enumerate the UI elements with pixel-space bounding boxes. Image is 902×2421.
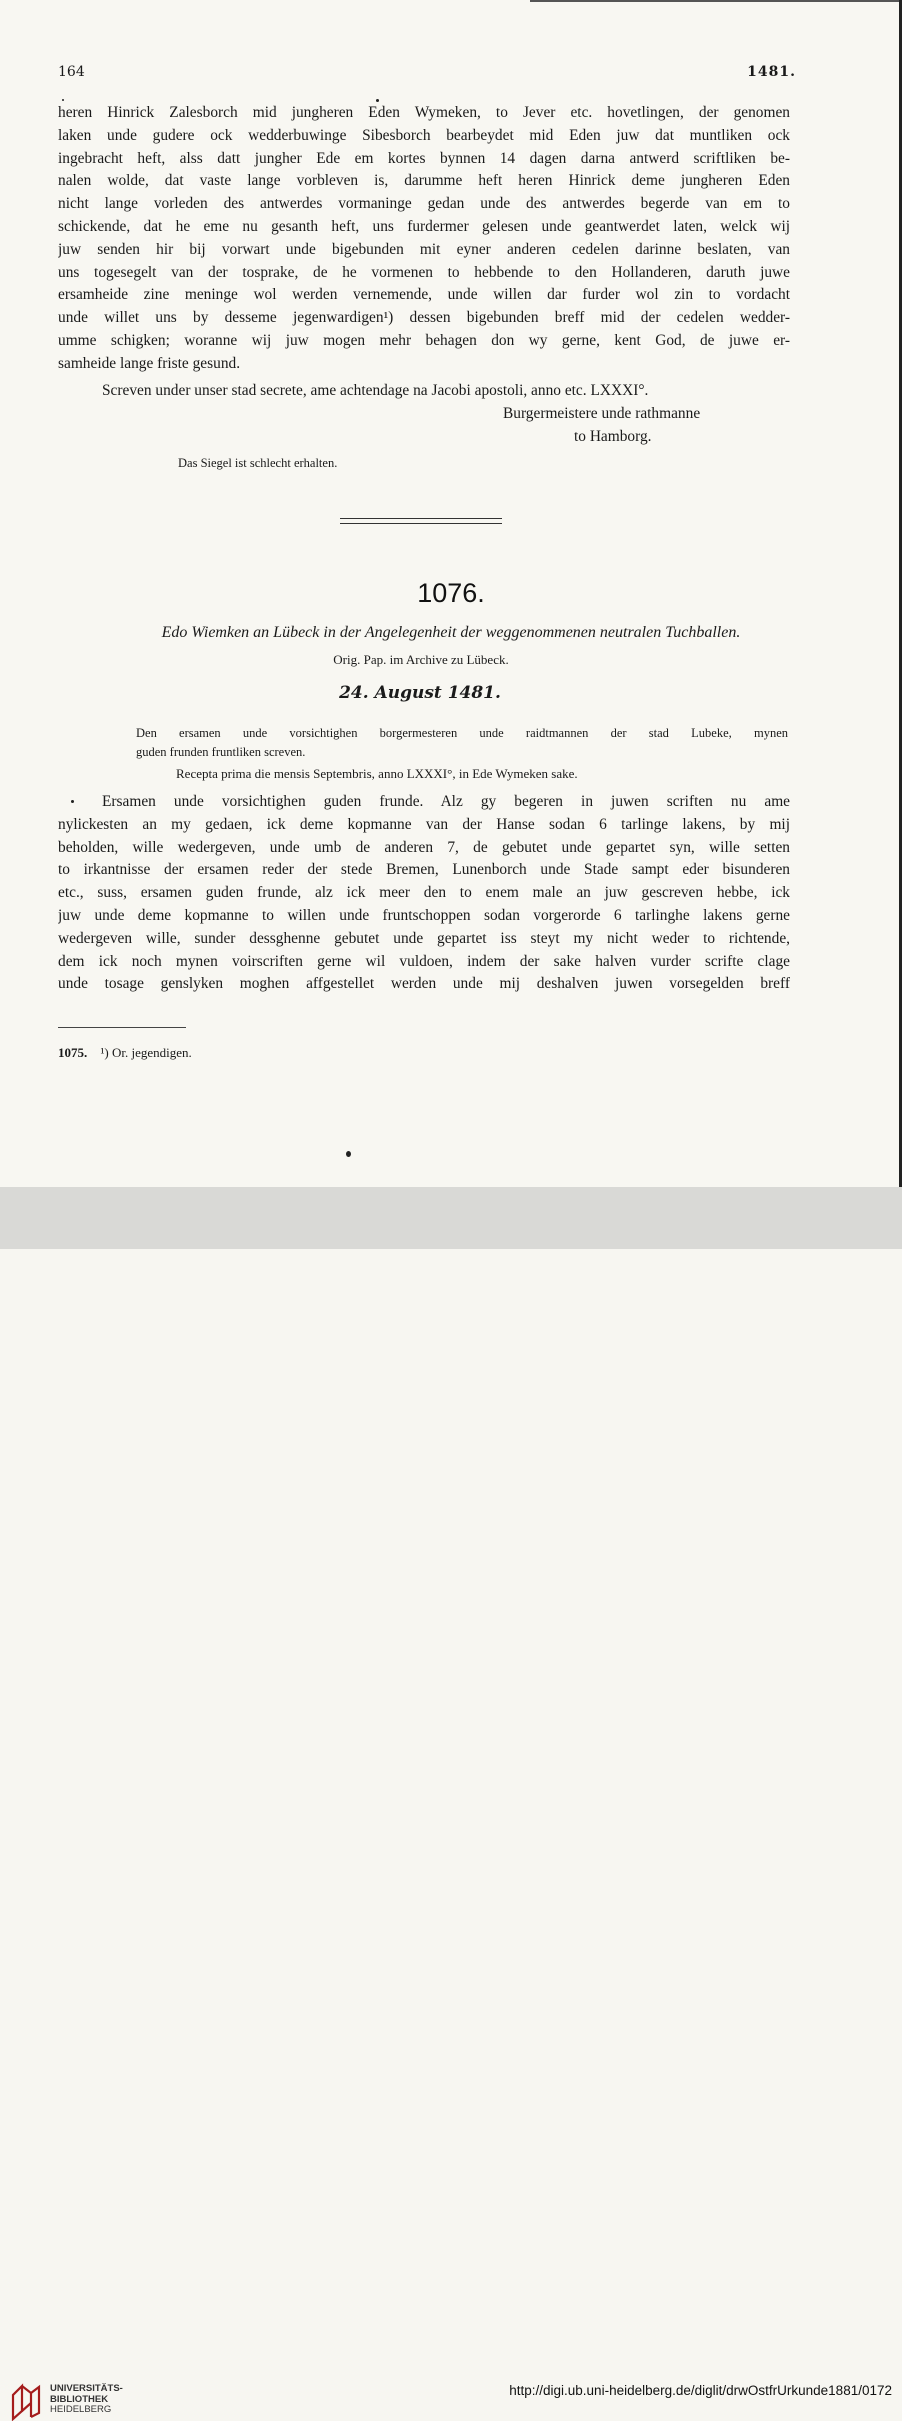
university-library-logo-icon xyxy=(10,2383,42,2421)
seal-note: Das Siegel ist schlecht erhalten. xyxy=(178,456,338,470)
footnote-text: ¹) Or. jegendigen. xyxy=(100,1045,192,1060)
footnote-rule xyxy=(58,1027,186,1028)
library-name xyxy=(50,2384,123,2416)
body-line: dem ick noch mynen voirscriften gerne wil vuldoen, indem der sake halven vurder scrifte clage xyxy=(58,952,790,970)
body-line: nalen wolde, dat vaste lange vorbleven is, darumme heft heren Hinrick deme jungheren Eden xyxy=(58,172,790,190)
library-name-line: BIBLIOTHEK xyxy=(50,2393,109,2405)
library-name-line: HEIDELBERG xyxy=(50,2404,112,2415)
doc1076-body xyxy=(58,791,790,996)
body-line: ersamheide zine meninge wol werden vernemende, unde willen dar furder wol zin to vordacht xyxy=(58,286,790,304)
body-line: umme schigken; woranne wij juw mogen mehr behagen don wy gerne, kent God, de juwe er- xyxy=(58,331,790,349)
section-divider xyxy=(340,518,502,524)
address-block xyxy=(136,724,788,762)
body-line: unde willet uns by desseme jegenwardigen¹) dessen bigebunden breff mid der cedelen wedder- xyxy=(58,309,790,327)
body-line: nylickesten an my gedaen, ick deme kopmanne van der Hanse sodan 6 tarlinge lakens, by mij xyxy=(58,815,790,833)
page-edge-top xyxy=(530,0,902,2)
body-line: laken unde gudere ock wedderbuwinge Sibesborch bearbeydet mid Eden juw dat muntliken ock xyxy=(58,126,790,144)
document-date: 24. August 1481. xyxy=(339,683,501,703)
doc1075-body xyxy=(58,102,790,376)
body-line: schickende, dat he eme nu gesanth heft, uns furdermer gelesen unde geantwerdet laten, welck wij xyxy=(58,217,790,235)
body-line: heren Hinrick Zalesborch mid jungheren Eden Wymeken, to Jever etc. hovetlingen, der genomen xyxy=(58,104,790,121)
document-number: 1076. xyxy=(417,578,485,608)
signature-line-2: to Hamborg. xyxy=(574,428,652,445)
footnote-number: 1075. xyxy=(58,1045,88,1060)
footnote xyxy=(58,1045,192,1061)
body-line: ingebracht heft, alss datt jungher Ede em kortes bynnen 14 dagen darna antwerd scriftliken be- xyxy=(58,149,790,167)
address-line: guden frunden fruntliken screven. xyxy=(136,745,306,759)
address-line: Den ersamen unde vorsichtighen borgermesteren unde raidtmannen der stad Lubeke, mynen xyxy=(136,726,788,740)
body-line: to irkantnisse der ersamen reder der stede Bremen, Lunenborch unde Stade sampt eder bisunderen xyxy=(58,861,790,879)
ink-spot xyxy=(346,1151,351,1157)
body-line: samheide lange friste gesund. xyxy=(58,354,241,372)
body-line: wedergeven wille, sunder dessghenne gebutet unde gepartet iss steyt my nicht weder to richtende, xyxy=(58,929,790,947)
document-page xyxy=(0,0,902,1187)
library-name-line: UNIVERSITÄTS- xyxy=(50,2383,123,2394)
signature-line-1: Burgermeistere unde rathmanne xyxy=(503,405,701,422)
body-line: etc., suss, ersamen guden frunde, alz ick meer den to enem male an juw gescreven hebbe, ick xyxy=(58,884,790,902)
speck xyxy=(62,99,64,101)
running-year: 1481. xyxy=(747,64,796,80)
body-line: juw unde deme kopmanne to willen unde fruntschoppen sodan vorgerorde 6 tarlinghe lakens gerne xyxy=(58,906,790,924)
body-line: Ersamen unde vorsichtighen guden frunde. Alz gy begeren in juwen scriften nu ame xyxy=(102,793,790,810)
closing-line: Screven under unser stad secrete, ame achtendage na Jacobi apostoli, anno etc. LXXXI°. xyxy=(102,382,649,399)
body-line: uns togesegelt van der tosprake, de he vormenen to hebbende to den Hollanderen, daruth juwe xyxy=(58,263,790,281)
receipt-note: Recepta prima die mensis Septembris, anno LXXXI°, in Ede Wymeken sake. xyxy=(176,766,578,781)
page-number: 164 xyxy=(58,64,85,80)
body-line: beholden, wille wedergeven, unde umb de anderen 7, de gebutet unde gepartet syn, wille setten xyxy=(58,838,790,856)
document-source: Orig. Pap. im Archive zu Lübeck. xyxy=(333,652,509,667)
body-line: juw senden hir bij vorwart unde bigebunden mit eyner anderen cedelen darinne beslaten, van xyxy=(58,240,790,258)
body-line: unde tosage genslyken moghen affgestellet werden unde mij deshalven juwen vorsegelden breff xyxy=(58,975,790,993)
permalink-url[interactable]: http://digi.ub.uni-heidelberg.de/diglit/drwOstfrUrkunde1881/0172 xyxy=(509,2383,892,2398)
document-title: Edo Wiemken an Lübeck in der Angelegenheit der weggenommenen neutralen Tuchballen. xyxy=(161,624,741,641)
running-head xyxy=(58,64,796,84)
body-line: nicht lange vorleden des antwerdes vormaninge gedan unde des antwerdes begerde van em to xyxy=(58,195,790,213)
viewer-footer xyxy=(0,1187,902,2415)
